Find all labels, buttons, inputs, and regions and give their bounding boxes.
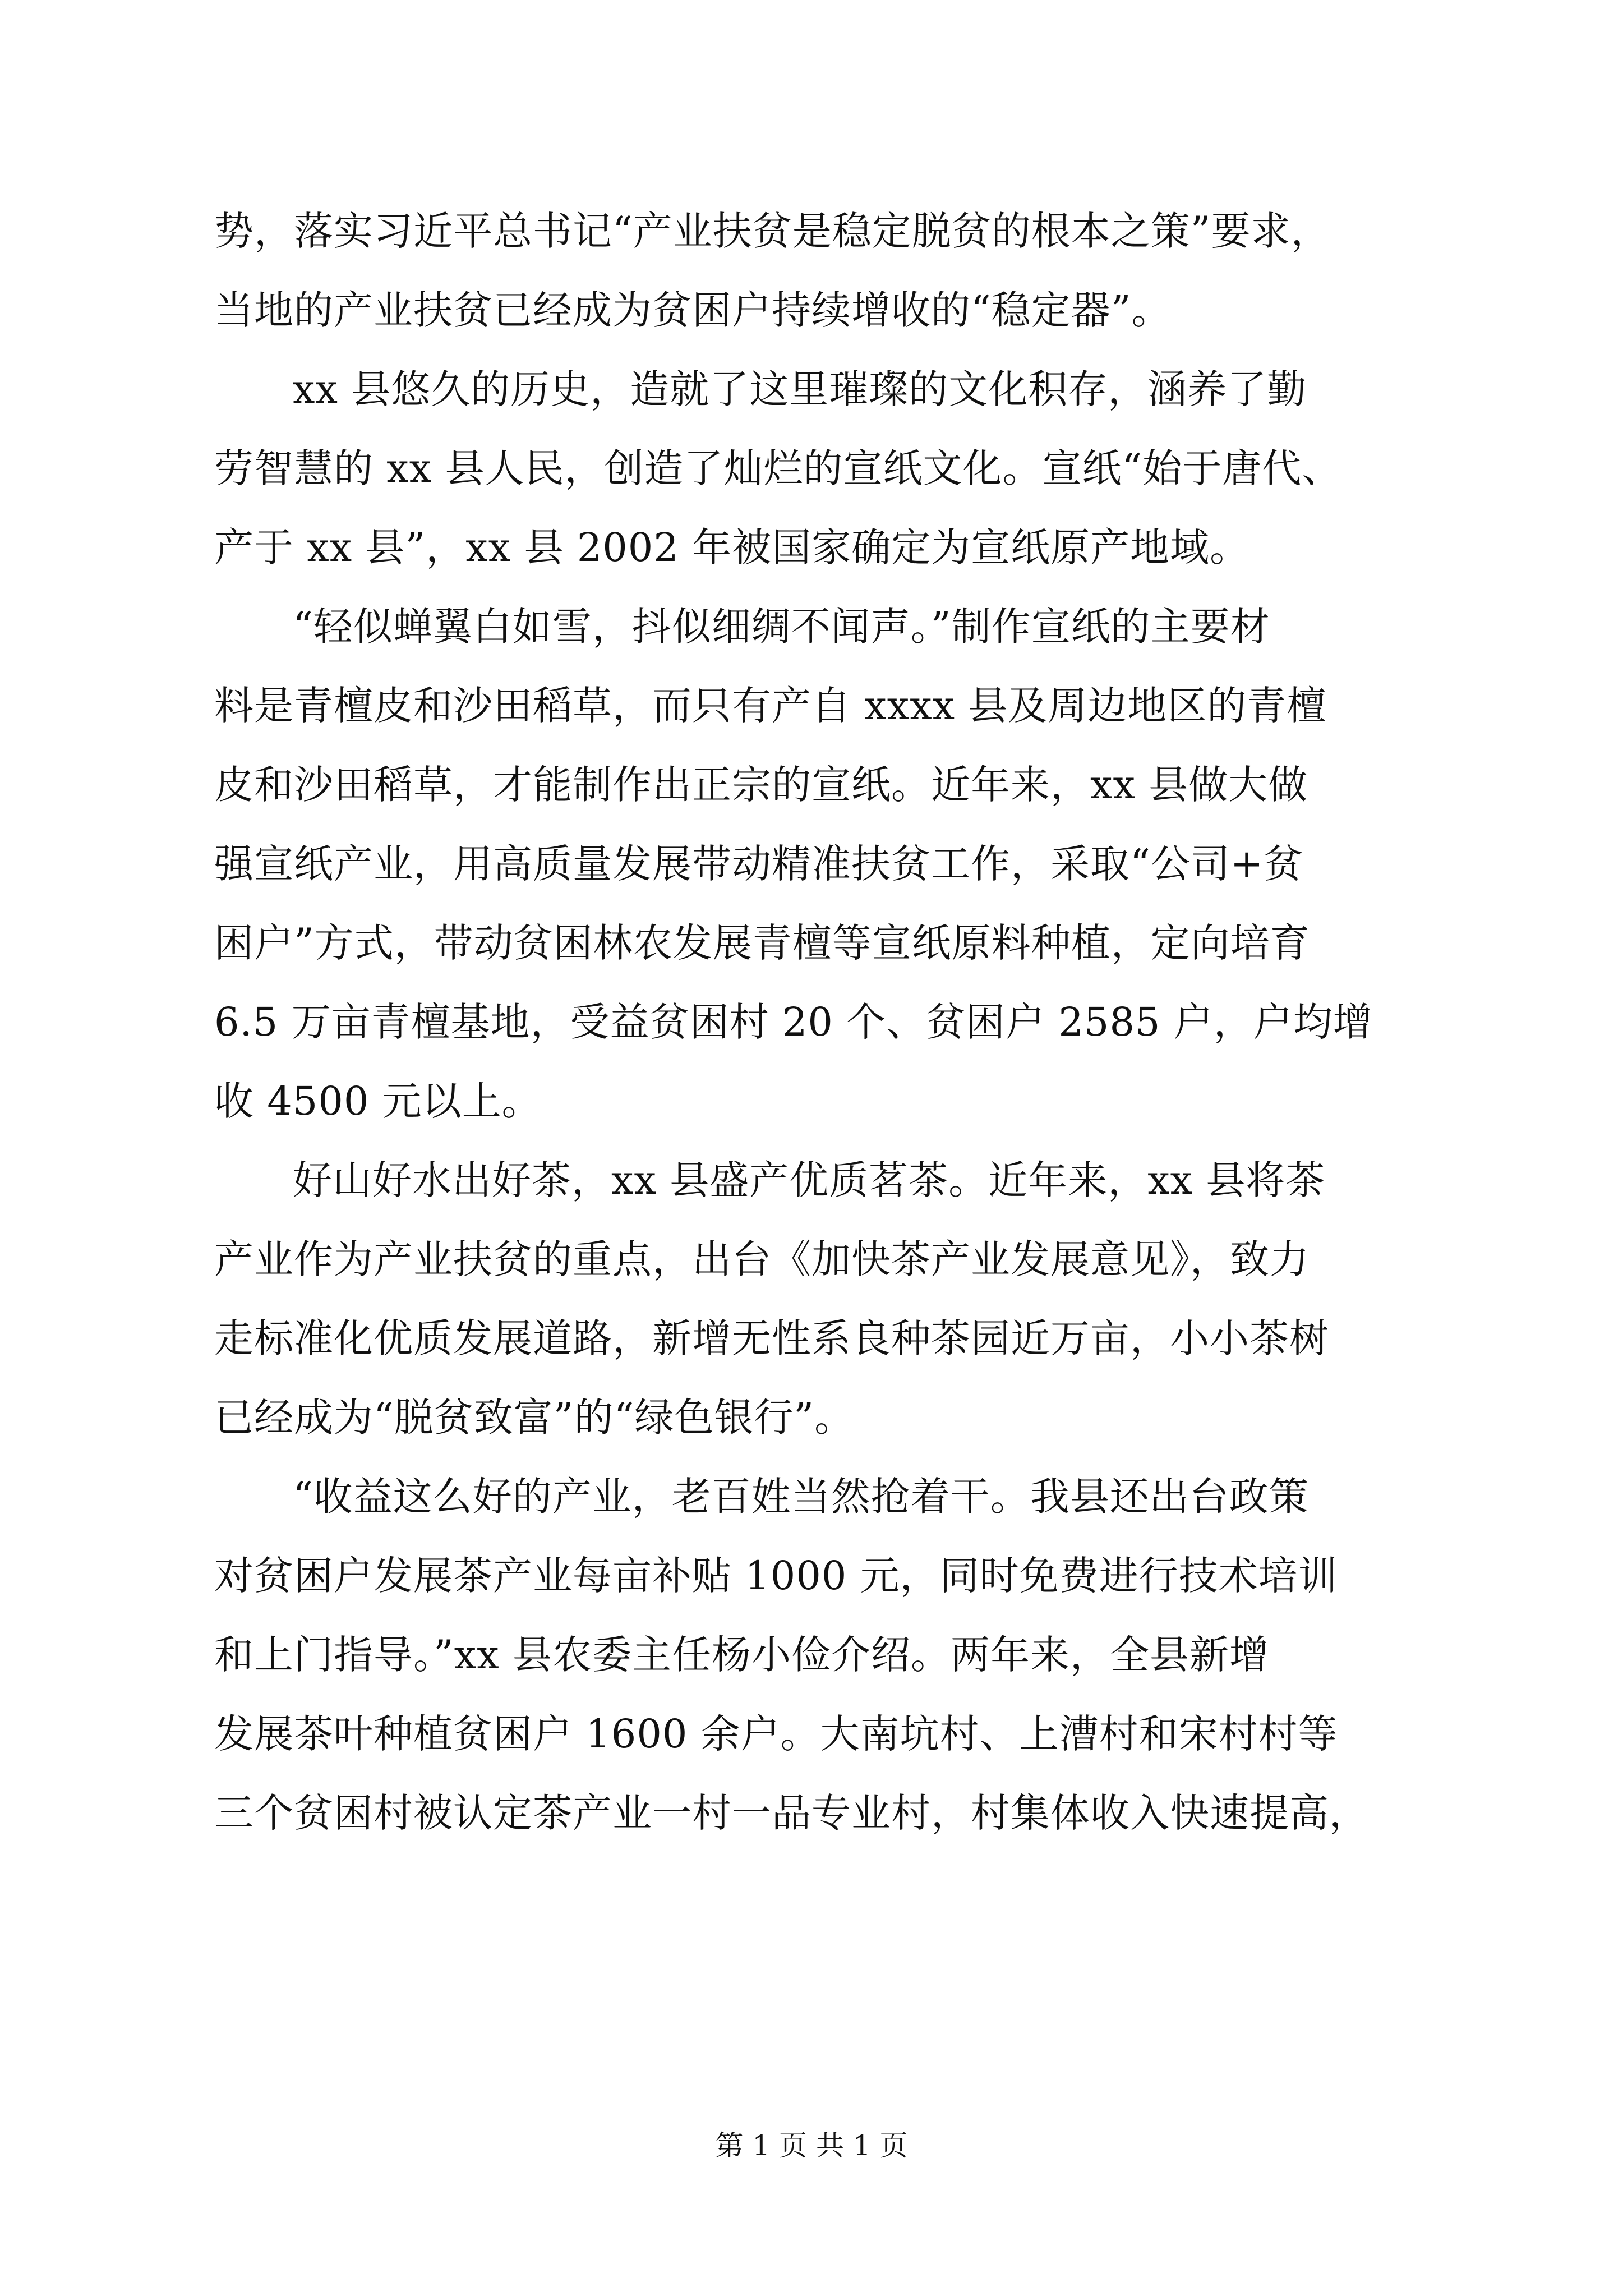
text-line: 势，落实习近平总书记“产业扶贫是稳定脱贫的根本之策”要求，	[214, 208, 1331, 254]
text-line: 收 4500 元以上。	[214, 1078, 542, 1124]
text-line: 皮和沙田稻草，才能制作出正宗的宣纸。近年来，xx 县做大做	[214, 762, 1308, 808]
text-line: 发展茶叶种植贫困户 1600 余户。大南坑村、上漕村和宋村村等	[214, 1711, 1338, 1757]
text-line: 6.5 万亩青檀基地，受益贫困村 20 个、贫困户 2585 户，户均增	[214, 999, 1373, 1045]
text-line: 对贫困户发展茶产业每亩补贴 1000 元，同时免费进行技术培训	[214, 1553, 1338, 1599]
text-line: “轻似蝉翼白如雪，抖似细绸不闻声。”制作宣纸的主要材	[293, 604, 1270, 650]
text-line: 好山好水出好茶，xx 县盛产优质茗茶。近年来，xx 县将茶	[293, 1157, 1326, 1203]
text-line: “收益这么好的产业，老百姓当然抢着干。我县还出台政策	[293, 1474, 1309, 1520]
text-line: 困户”方式，带动贫困林农发展青檀等宣纸原料种植，定向培育	[214, 920, 1310, 966]
text-line: 料是青檀皮和沙田稻草，而只有产自 xxxx 县及周边地区的青檀	[214, 683, 1327, 729]
page-footer	[0, 2126, 1623, 2165]
page-number-label: 第 1 页 共 1 页	[715, 2129, 908, 2162]
text-line: 走标准化优质发展道路，新增无性系良种茶园近万亩，小小茶树	[214, 1315, 1329, 1361]
text-line: 产于 xx 县”，xx 县 2002 年被国家确定为宣纸原产地域。	[214, 524, 1250, 570]
text-line: 当地的产业扶贫已经成为贫困户持续增收的“稳定器”。	[214, 287, 1172, 333]
text-line: xx 县悠久的历史，造就了这里璀璨的文化积存，涵养了勤	[293, 366, 1307, 412]
text-line: 和上门指导。”xx 县农委主任杨小俭介绍。两年来，全县新增	[214, 1632, 1269, 1678]
text-line: 产业作为产业扶贫的重点，出台《加快茶产业发展意见》，致力	[214, 1236, 1310, 1282]
text-line: 已经成为“脱贫致富”的“绿色银行”。	[214, 1395, 855, 1441]
text-line: 强宣纸产业，用高质量发展带动精准扶贫工作，采取“公司+贫	[214, 841, 1304, 887]
document-body	[214, 192, 1426, 1853]
text-line: 劳智慧的 xx 县人民，创造了灿烂的宣纸文化。宣纸“始于唐代、	[214, 445, 1342, 491]
text-line: 三个贫困村被认定茶产业一村一品专业村，村集体收入快速提高，	[214, 1790, 1369, 1836]
